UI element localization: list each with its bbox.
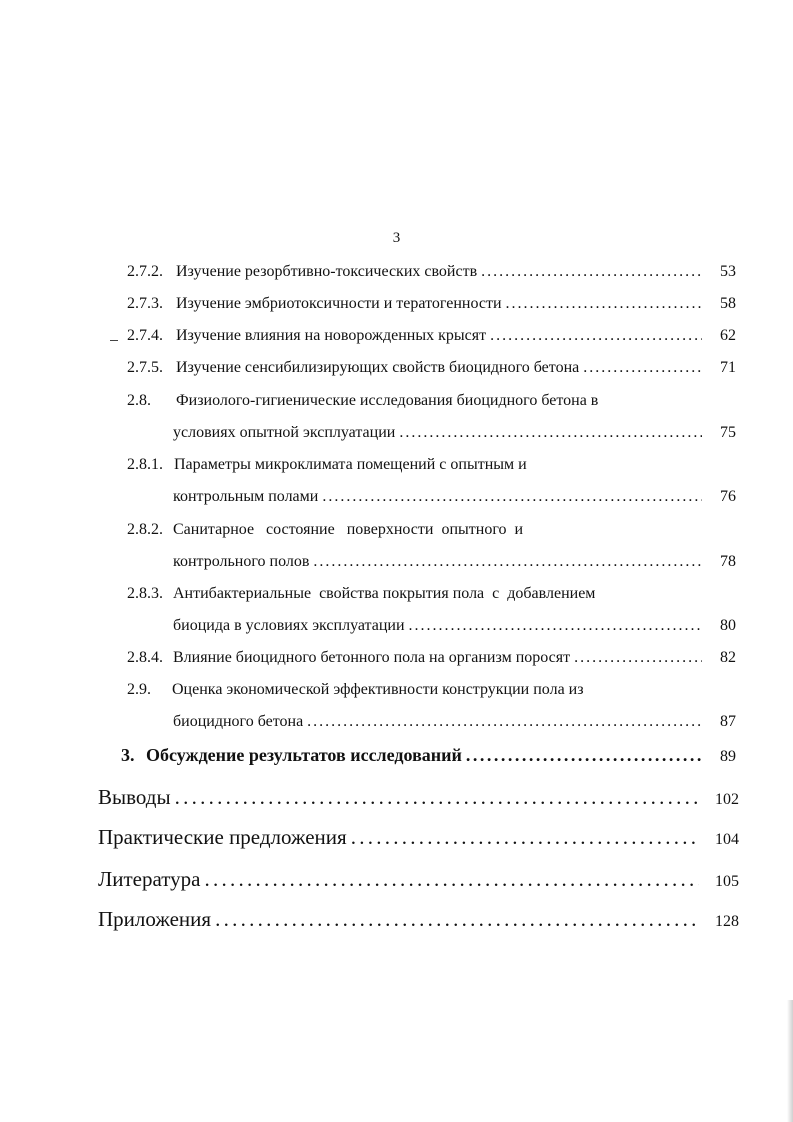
toc-leader	[506, 294, 703, 314]
toc-title: Антибактериальные свойства покрытия пола с добавлением	[173, 585, 596, 602]
toc-title-cont: контрольного полов	[173, 553, 310, 570]
toc-title: Изучение влияния на новорожденных крысят	[176, 327, 487, 344]
toc-number: 3.	[121, 745, 135, 765]
toc-page: 75	[720, 424, 736, 441]
toc-page: 105	[715, 873, 739, 890]
toc-page: 62	[720, 327, 736, 344]
toc-title: Параметры микроклимата помещений с опытным и	[174, 456, 527, 473]
page-number: 3	[392, 230, 401, 246]
toc-title-cont: биоцидного бетона	[173, 713, 304, 730]
toc-page: 87	[720, 713, 736, 730]
toc-title: Санитарное состояние поверхности опытного и	[173, 521, 524, 538]
toc-title: Литература	[98, 867, 201, 891]
toc-page: 78	[720, 553, 736, 570]
toc-page: 89	[720, 748, 736, 765]
toc-number: 2.9.	[127, 681, 151, 698]
toc-number: 2.7.4.	[127, 327, 163, 344]
toc-title-cont: контрольным полами	[173, 488, 319, 505]
toc-title: Практические предложения	[98, 825, 347, 849]
toc-title: Выводы	[98, 785, 171, 809]
toc-page: 104	[715, 831, 739, 848]
toc-page: 58	[720, 295, 736, 312]
toc-leader	[409, 616, 702, 636]
toc-leader	[307, 712, 702, 732]
toc-title: Оценка экономической эффективности конструкции пола из	[172, 681, 584, 698]
toc-title: Изучение эмбриотоксичности и тератогенности	[176, 295, 502, 312]
toc-title: Изучение резорбтивно-токсических свойств	[176, 263, 478, 280]
toc-title: Обсуждение результатов исследований	[146, 745, 462, 765]
toc-number: 2.7.3.	[127, 295, 163, 312]
toc-leader	[481, 262, 702, 282]
toc-page: 102	[715, 791, 739, 808]
toc-page: 80	[720, 617, 736, 634]
toc-leader	[466, 744, 702, 766]
toc-number: 2.8.3.	[127, 585, 163, 602]
toc-page: 128	[715, 913, 739, 930]
toc-title-cont: биоцида в условиях эксплуатации	[173, 617, 405, 634]
toc-leader	[175, 784, 699, 810]
toc-leader	[313, 552, 702, 572]
toc-number: 2.8.4.	[127, 649, 163, 666]
toc-number: 2.8.	[127, 392, 151, 409]
toc-title: Изучение сенсибилизирующих свойств биоцидного бетона	[176, 359, 580, 376]
toc-title: Приложения	[98, 907, 212, 931]
toc-number: 2.7.5.	[127, 359, 163, 376]
toc-page: 71	[720, 359, 736, 376]
toc-number: 2.8.1.	[127, 456, 163, 473]
toc-leader	[583, 358, 702, 378]
toc-title: Физиолого-гигиенические исследования биоцидного бетона в	[176, 392, 599, 409]
toc-leader	[574, 648, 702, 668]
toc-page: 53	[720, 263, 736, 280]
toc-number: 2.7.2.	[127, 263, 163, 280]
scan-mark	[110, 340, 118, 341]
scan-edge-shadow	[787, 1000, 793, 1122]
toc-number: 2.8.2.	[127, 521, 163, 538]
toc-leader	[215, 906, 699, 932]
toc-leader	[399, 423, 702, 443]
toc-page: 76	[720, 488, 736, 505]
toc-leader	[322, 487, 702, 507]
toc-leader	[351, 824, 699, 850]
toc-leader	[204, 866, 699, 892]
toc-leader	[490, 326, 702, 346]
toc-page: 82	[720, 649, 736, 666]
toc-title: Влияние биоцидного бетонного пола на организм поросят	[173, 649, 571, 666]
toc-title-cont: условиях опытной эксплуатации	[173, 424, 396, 441]
